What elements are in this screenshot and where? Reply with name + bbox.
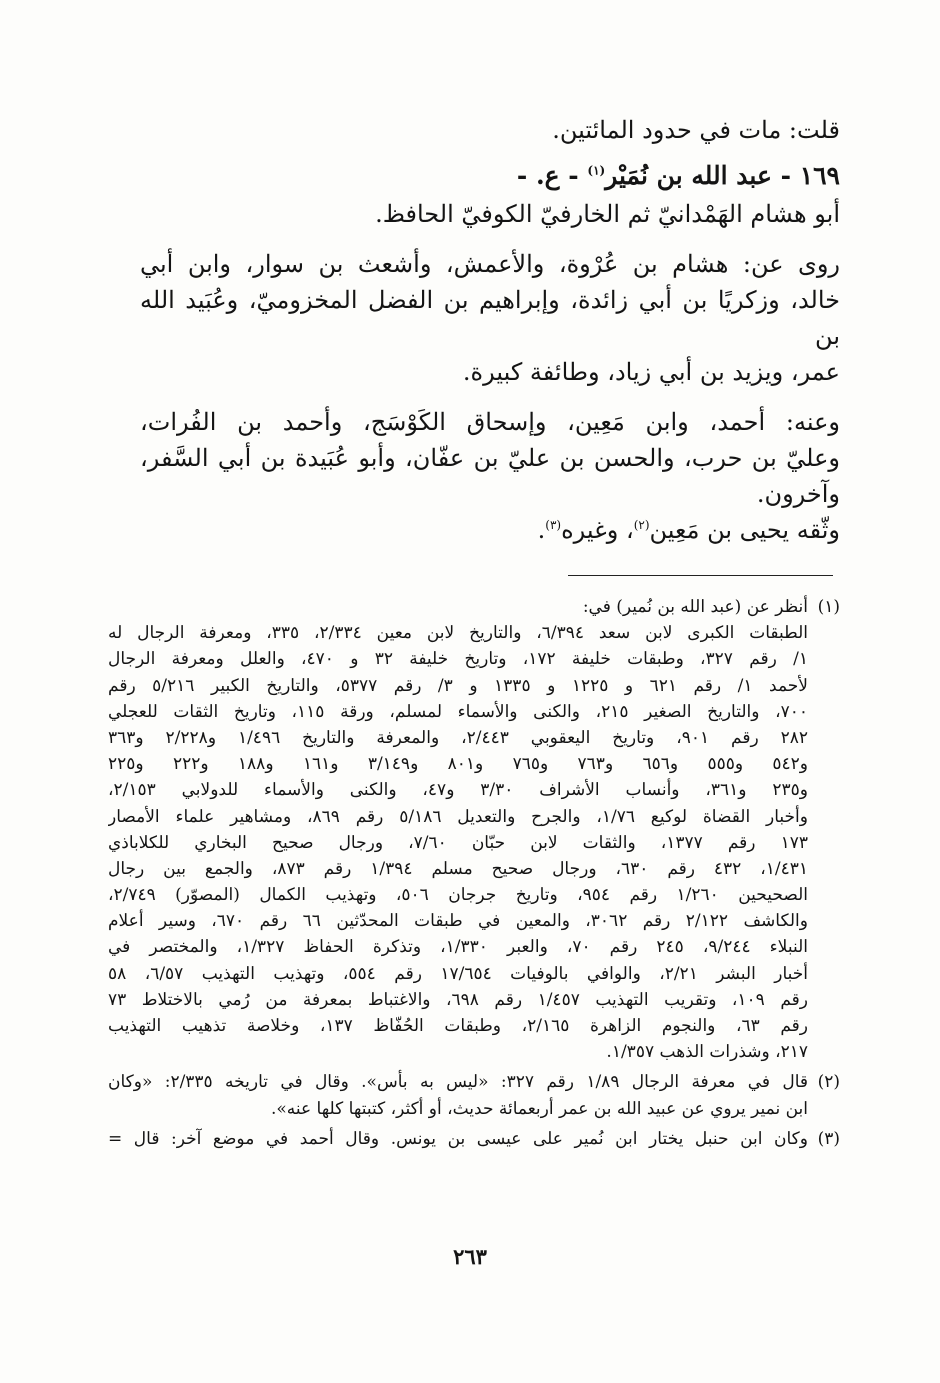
footnote-1-line-8: و٢٣٥ و٣٦١، وأنساب الأشراف ٣/٣٠ و٤٧، والكنى والأسماء للدولابي ٢/١٥٣،	[108, 780, 808, 801]
entry-symbol: - ع. -	[516, 161, 579, 190]
entry-name: - عبد الله بن نُمَيْر	[605, 161, 791, 190]
footnote-1-line-12: الصحيحين ١/٢٦٠ رقم ٩٥٤، وتاريخ جرجان ٥٠٦، وتهذيب الكمال (المصوّر) ٢/٧٤٩،	[108, 885, 808, 906]
footnote-1-line-6: ٢٨٢ رقم ٩٠١، وتاريخ اليعقوبي ٢/٤٤٣، والمعرفة والتاريخ ١/٤٩٦ و٢/٢٢٨ و٣٦٣	[108, 727, 808, 748]
footnote-1-line-1: أنظر عن (عبد الله بن نُمير) في:	[582, 597, 808, 617]
footnote-1-line-9: وأخبار القضاة لوكيع ١/٧٦، والجرح والتعديل ٥/١٨٦ رقم ٨٦٩، ومشاهير علماء الأمصار	[108, 806, 808, 827]
footnote-3	[108, 1126, 840, 1152]
page-number: ٢٦٣	[453, 1244, 487, 1269]
footnote-1-line-2: الطبقات الكبرى لابن سعد ٦/٣٩٤، والتاريخ لابن معين ٢/٣٣٤، ٣٣٥، ومعرفة الرجال له	[108, 623, 808, 644]
tawthiq-text-1: وثّقه يحيى بن مَعِين	[649, 516, 840, 544]
footnote-1-line-18: ٢١٧، وشذرات الذهب ١/٣٥٧.	[606, 1042, 808, 1063]
anhu-line-3: وآخرون.	[756, 480, 840, 508]
footnote-1-number: (١)	[817, 597, 840, 617]
tawthiq-line	[140, 512, 840, 548]
footnote-1-line-5: ٧٠٠، والتاريخ الصغير ٢١٥، والكنى والأسماء لمسلم، ورقة ١١٥، وتاريخ الثقات للعجلي	[108, 701, 808, 722]
tawthiq-text-2: ، وغيره	[561, 516, 634, 544]
footnote-ref-1: (١)	[587, 163, 606, 178]
footnote-1-line-14: النبلاء ٩/٢٤٤، ٢٤٥ رقم ٧٠، والعبر ١/٣٣٠، وتذكرة الحفاظ ١/٣٢٧، والمختصر في	[108, 937, 808, 958]
footnote-1-line-16: رقم ١٠٩، وتقريب التهذيب ١/٤٥٧ رقم ٦٩٨، والاغتباط بمعرفة من رُمي بالاختلاط ٧٣	[108, 989, 808, 1010]
entry-number: ١٦٩	[799, 161, 840, 190]
riwaya-line-3: عمر، ويزيد بن أبي زياد، وطائفة كبيرة.	[462, 358, 840, 386]
footnote-ref-3: (٣)	[545, 518, 562, 532]
footnote-2-line-2: ابن نمير يروي عن عبيد الله بن عمر أربعمائة حديث، أو أكثر، كتبتها كلها عنه».	[270, 1098, 808, 1119]
footnote-divider	[568, 575, 833, 576]
anhu-line-2: وعليّ بن حرب، والحسن بن عليّ بن عفّان، وأبو عُبَيدة بن أبي السَّفر،	[140, 444, 840, 472]
kunya-line: أبو هشام الهَمْدانيّ ثم الخارفيّ الكوفيّ الحافظ.	[375, 200, 840, 228]
riwaya-line-1: روى عن: هشام بن عُرْوة، والأعمش، وأشعث بن سوار، وابن أبي	[140, 250, 840, 278]
footnote-3-number: (٣)	[817, 1128, 840, 1149]
footnote-2	[108, 1069, 840, 1121]
footnote-1-line-7: و٥٤٢ و٥٥٥ و٦٥٦ و٧٦٣ و٧٦٥ و٨٠١ و٣/١٤٩ و١٦١ و١٨٨ و٢٢٢ و٢٢٥	[108, 754, 808, 775]
footnotes	[108, 594, 840, 1152]
footnote-1-line-11: ١/٤٣١، ٤٣٢ رقم ٦٣٠، ورجال صحيح مسلم ١/٣٩٤ رقم ٨٧٣، والجمع بين رجال	[108, 858, 808, 879]
footnote-1-line-4: لأحمد ١/ رقم ٦٢١ و ١٢٢٥ و ١٣٣٥ و ٣/ رقم ٥٣٧٧، والتاريخ الكبير ٥/٢١٦ رقم	[108, 675, 808, 696]
intro-line: قلت: مات في حدود المائتين.	[552, 116, 840, 144]
footnote-2-line-1: قال في معرفة الرجال ١/٨٩ رقم ٣٢٧: «ليس به بأس». وقال في تاريخه ٢/٣٣٥: «وكان	[108, 1072, 808, 1093]
entry-heading	[140, 158, 840, 194]
anhu-line-1: وعنه: أحمد، وابن مَعِين، وإسحاق الكَوْسَج، وأحمد بن الفُرات،	[140, 408, 840, 436]
footnote-1	[108, 594, 840, 1065]
main-text	[140, 112, 840, 548]
footnote-1-line-10: ١٧٣ رقم ١٣٧٧، والثقات لابن حبّان ٧/٦٠، ورجال صحيح البخاري للكلاباذي	[108, 832, 808, 853]
anhu-paragraph	[140, 404, 840, 512]
riwaya-line-2: خالد، وزكريًا بن أبي زائدة، وإبراهيم بن الفضل المخزوميّ، وعُبَيد الله بن	[140, 286, 841, 350]
footnote-3-line-1: وكان ابن حنبل يختار ابن نُمير على عيسى بن يونس. وقال أحمد في موضع آخر: قال =	[108, 1128, 808, 1149]
riwaya-paragraph	[140, 246, 840, 390]
footnote-1-line-13: والكاشف ٢/١٢٢ رقم ٣٠٦٢، والمعين في طبقات المحدّثين ٦٦ رقم ٦٧٠، وسير أعلام	[108, 911, 808, 932]
footnote-1-line-3: ١/ رقم ٣٢٧، وطبقات خليفة ١٧٢، وتاريخ خليفة ٣٢ و ٤٧٠، والعلل ومعرفة الرجال	[108, 649, 808, 670]
footnote-1-line-17: رقم ٦٣، والنجوم الزاهرة ٢/١٦٥، وطبقات الحُفّاظ ١٣٧، وخلاصة تذهيب التهذيب	[108, 1016, 808, 1037]
footnote-2-number: (٢)	[817, 1072, 840, 1093]
tawthiq-end: .	[537, 516, 546, 544]
footnote-ref-2: (٢)	[633, 518, 650, 532]
footnote-1-line-15: أخبار البشر ٢/٢١، والوافي بالوفيات ١٧/٦٥٤ رقم ٥٥٤، وتهذيب التهذيب ٦/٥٧، ٥٨	[108, 963, 808, 984]
